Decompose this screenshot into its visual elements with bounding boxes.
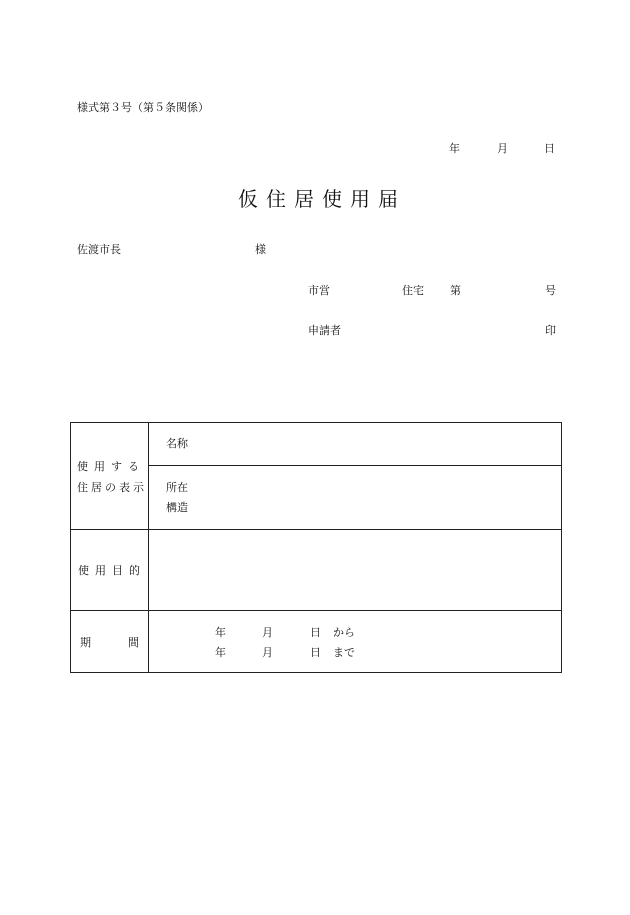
period-to-month: 月	[262, 646, 273, 659]
date-day: 日	[544, 142, 555, 155]
housing-shiei: 市営	[308, 284, 330, 297]
date-year: 年	[449, 142, 460, 155]
period-from-suffix: から	[333, 626, 355, 639]
structure-label: 構造	[166, 501, 188, 514]
period-to-day: 日	[310, 646, 321, 659]
location-label: 所在	[166, 481, 188, 494]
form-title: 仮住居使用届	[238, 187, 406, 211]
residence-label-line1: 使用する	[77, 460, 145, 473]
period-from-day: 日	[310, 626, 321, 639]
seal-mark: 印	[545, 324, 556, 337]
housing-jutaku: 住宅	[402, 284, 424, 297]
table-row-divider-residence	[70, 529, 562, 530]
applicant-label: 申請者	[308, 324, 341, 337]
period-to-suffix: まで	[333, 646, 355, 659]
addressee-honorific: 様	[255, 243, 266, 256]
period-label-char2: 間	[128, 636, 139, 649]
housing-dai: 第	[450, 284, 461, 297]
period-to-year: 年	[215, 646, 226, 659]
housing-go: 号	[545, 284, 556, 297]
addressee-name: 佐渡市長	[77, 243, 121, 256]
date-month: 月	[497, 142, 508, 155]
table-row-divider-name	[148, 465, 562, 466]
table-row-divider-purpose	[70, 610, 562, 611]
residence-label-line2: 住居の表示	[77, 481, 147, 494]
period-from-year: 年	[215, 626, 226, 639]
period-label-char1: 期	[80, 636, 91, 649]
form-number: 様式第３号（第５条関係）	[77, 101, 209, 114]
period-from-month: 月	[262, 626, 273, 639]
purpose-label: 使用目的	[78, 564, 146, 577]
name-label: 名称	[166, 437, 188, 450]
table-column-divider	[148, 422, 149, 673]
